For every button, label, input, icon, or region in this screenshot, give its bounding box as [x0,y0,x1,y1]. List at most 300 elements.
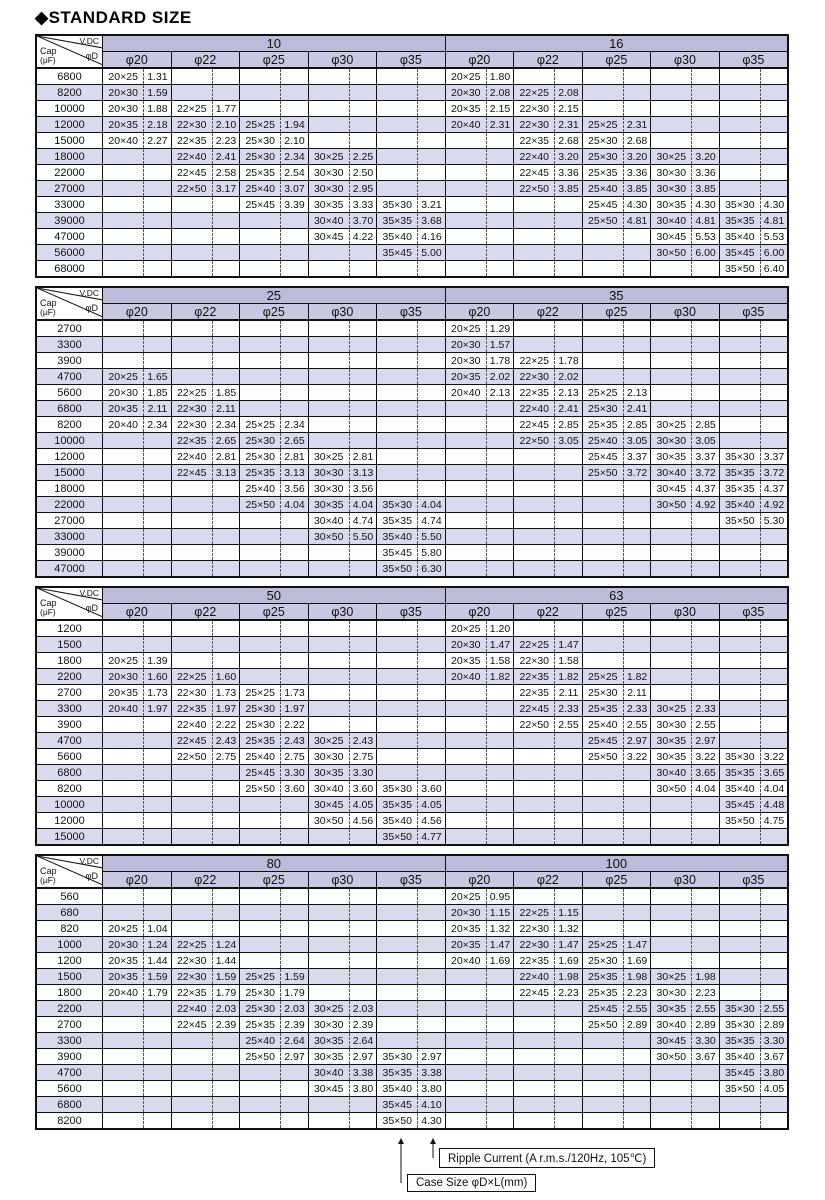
case-size-cell: 22×30 [514,117,555,133]
ripple-current-cell [418,117,445,133]
ripple-current-cell [144,481,171,497]
case-size-cell [308,985,349,1001]
ripple-current-cell [623,513,650,529]
case-size-cell: 30×40 [651,213,692,229]
case-size-cell: 22×45 [514,701,555,717]
case-size-cell [582,829,623,846]
case-size-cell [171,369,212,385]
ripple-current-cell [144,261,171,278]
case-size-cell [582,337,623,353]
ripple-current-cell [486,969,513,985]
case-size-cell [514,513,555,529]
case-size-cell [514,1113,555,1130]
case-size-cell [514,1033,555,1049]
case-size-cell [308,85,349,101]
ripple-current-cell [760,165,788,181]
case-size-cell [719,953,760,969]
case-size-cell: 22×40 [514,969,555,985]
ripple-current-cell [418,433,445,449]
ripple-current-cell [692,353,719,369]
case-size-cell: 35×40 [719,497,760,513]
case-size-cell [514,465,555,481]
ripple-current-cell: 2.75 [212,749,239,765]
case-size-cell [103,481,144,497]
diameter-header: φ30 [651,52,720,69]
diameter-axis-label: φD [85,303,99,313]
ripple-current-cell: 2.81 [281,449,308,465]
ripple-current-cell: 1.73 [212,685,239,701]
ripple-current-cell [692,797,719,813]
case-size-cell [308,717,349,733]
case-size-cell [171,637,212,653]
case-size-cell [651,620,692,637]
ripple-current-cell: 1.24 [212,937,239,953]
case-size-cell: 35×40 [377,529,418,545]
ripple-current-cell: 1.82 [486,669,513,685]
ripple-current-cell: 5.30 [760,513,788,529]
cap-unit-label: (μF) [40,307,56,317]
case-size-cell [445,149,486,165]
ripple-current-cell [418,685,445,701]
case-size-cell [171,245,212,261]
ripple-current-cell [349,829,376,846]
voltage-band-50: 50 [103,587,446,604]
case-size-cell [240,637,281,653]
ripple-current-cell [144,637,171,653]
ripple-current-cell [486,481,513,497]
case-size-cell: 25×35 [240,165,281,181]
case-size-cell: 22×25 [514,85,555,101]
ripple-current-cell: 4.04 [281,497,308,513]
case-size-cell: 25×35 [582,417,623,433]
case-size-cell: 22×25 [171,937,212,953]
case-size-cell [240,669,281,685]
ripple-current-cell [760,385,788,401]
ripple-current-cell [555,620,582,637]
case-size-cell: 35×35 [377,213,418,229]
voltage-header-row [36,287,788,304]
ripple-current-cell: 3.80 [349,1081,376,1097]
case-size-cell [719,969,760,985]
cap-cell: 2200 [36,1001,103,1017]
case-size-cell: 22×40 [514,149,555,165]
table-header [36,587,788,620]
case-size-cell: 20×30 [103,101,144,117]
case-size-cell [377,905,418,921]
ripple-current-cell [212,829,239,846]
ripple-current-cell: 3.13 [349,465,376,481]
ripple-current-cell [144,433,171,449]
case-size-cell: 25×50 [240,781,281,797]
diameter-header: φ30 [308,604,377,621]
ripple-current-cell: 4.81 [760,213,788,229]
case-size-cell [377,417,418,433]
ripple-current-cell: 2.34 [281,149,308,165]
ripple-current-cell [760,401,788,417]
case-size-cell [719,353,760,369]
ripple-current-cell: 4.05 [418,797,445,813]
corner-cell [36,287,103,320]
table-row [36,197,788,213]
case-size-cell [171,261,212,278]
ripple-current-cell [692,1081,719,1097]
ripple-current-cell: 1.58 [555,653,582,669]
case-size-cell: 30×35 [308,197,349,213]
case-size-cell [240,1097,281,1113]
cap-cell: 2200 [36,669,103,685]
case-size-cell: 30×30 [308,165,349,181]
ripple-current-cell [692,921,719,937]
case-size-cell: 35×35 [719,765,760,781]
case-size-cell: 22×45 [514,417,555,433]
ripple-current-cell [212,369,239,385]
ripple-current-cell [486,797,513,813]
case-size-cell [308,1097,349,1113]
case-size-cell [240,953,281,969]
ripple-current-cell [418,101,445,117]
diameter-header: φ25 [582,52,651,69]
ripple-current-cell: 1.69 [555,953,582,969]
table-row [36,733,788,749]
case-size-cell: 22×25 [514,637,555,653]
case-size-cell: 35×40 [719,781,760,797]
ripple-current-cell: 1.79 [212,985,239,1001]
ripple-current-cell [144,353,171,369]
cap-cell: 33000 [36,529,103,545]
ripple-current-cell: 1.85 [212,385,239,401]
cap-cell: 3300 [36,701,103,717]
ripple-current-cell: 0.95 [486,888,513,905]
ripple-current-cell: 1.47 [486,937,513,953]
table-body [36,320,788,577]
case-size-cell: 35×50 [377,1113,418,1130]
table-row [36,701,788,717]
table-row [36,1081,788,1097]
ripple-current-cell: 2.31 [486,117,513,133]
ripple-current-cell [349,1113,376,1130]
case-size-cell: 35×30 [377,781,418,797]
ripple-current-cell [486,261,513,278]
table-header [36,35,788,68]
case-size-cell [582,353,623,369]
case-size-cell [719,433,760,449]
case-size-cell [651,101,692,117]
diameter-header: φ20 [445,604,514,621]
ripple-current-cell: 3.38 [418,1065,445,1081]
case-size-cell: 35×30 [719,1001,760,1017]
case-size-cell [651,905,692,921]
ripple-current-cell: 1.94 [281,117,308,133]
ripple-current-cell: 2.18 [144,117,171,133]
case-size-cell [103,733,144,749]
case-size-cell [719,149,760,165]
case-size-cell [171,781,212,797]
case-size-cell: 25×25 [240,117,281,133]
ripple-current-cell: 1.59 [144,969,171,985]
case-size-cell: 25×45 [582,449,623,465]
case-size-cell: 35×45 [377,245,418,261]
ripple-current-cell: 2.02 [486,369,513,385]
ripple-current-cell: 2.34 [281,417,308,433]
vdc-axis-label: V.DC [79,288,100,298]
case-size-cell [103,449,144,465]
table-row [36,1065,788,1081]
ripple-current-cell [144,1081,171,1097]
case-size-cell: 20×40 [445,953,486,969]
ripple-current-cell [281,905,308,921]
case-size-cell [582,888,623,905]
case-size-cell [377,653,418,669]
ripple-current-cell: 2.55 [760,1001,788,1017]
ripple-current-cell: 6.00 [692,245,719,261]
ripple-current-cell [623,813,650,829]
ripple-current-cell [212,765,239,781]
cap-cell: 12000 [36,117,103,133]
ripple-current-cell: 2.81 [212,449,239,465]
case-size-cell: 25×50 [240,1049,281,1065]
case-size-cell: 25×45 [240,197,281,213]
case-size-cell [582,620,623,637]
case-size-cell: 25×30 [240,717,281,733]
case-size-cell: 25×30 [582,133,623,149]
cap-cell: 47000 [36,561,103,578]
ripple-current-cell: 3.65 [692,765,719,781]
ripple-current-cell: 1.88 [144,101,171,117]
standard-size-table-50-63 [35,586,789,846]
ripple-current-cell [281,401,308,417]
ripple-current-cell [760,985,788,1001]
case-size-cell [103,433,144,449]
ripple-current-cell: 4.77 [418,829,445,846]
case-size-cell [240,937,281,953]
ripple-current-cell: 3.22 [623,749,650,765]
cap-cell: 10000 [36,797,103,813]
ripple-current-cell [144,181,171,197]
ripple-current-cell [212,561,239,578]
case-size-cell: 20×35 [445,937,486,953]
ripple-current-cell [281,85,308,101]
case-size-cell [240,561,281,578]
case-size-cell: 35×45 [719,245,760,261]
case-size-cell [171,561,212,578]
case-size-cell [514,213,555,229]
cap-cell: 6800 [36,68,103,85]
case-size-cell: 22×45 [171,465,212,481]
case-size-cell [445,829,486,846]
ripple-current-cell [144,717,171,733]
ripple-current-cell: 3.13 [212,465,239,481]
ripple-current-cell [349,369,376,385]
ripple-current-cell: 3.60 [349,781,376,797]
ripple-current-cell: 3.67 [692,1049,719,1065]
case-size-cell: 22×30 [514,653,555,669]
case-size-cell [445,133,486,149]
ripple-current-cell [486,149,513,165]
cap-cell: 68000 [36,261,103,278]
ripple-current-cell [418,733,445,749]
ripple-current-cell [144,561,171,578]
cap-cell: 15000 [36,133,103,149]
case-size-cell [240,320,281,337]
case-size-cell: 22×35 [514,685,555,701]
ripple-current-cell: 1.31 [144,68,171,85]
ripple-current-cell [349,620,376,637]
ripple-current-cell: 4.30 [760,197,788,213]
case-size-cell: 30×40 [651,765,692,781]
ripple-current-cell: 2.22 [281,717,308,733]
diameter-header: φ22 [171,604,240,621]
case-size-cell [308,320,349,337]
case-size-cell: 30×35 [651,1001,692,1017]
ripple-current-cell: 1.57 [486,337,513,353]
ripple-current-cell [418,701,445,717]
case-size-cell: 35×30 [377,1049,418,1065]
case-size-cell: 30×35 [651,197,692,213]
case-size-cell [651,888,692,905]
case-size-cell [445,1033,486,1049]
ripple-current-cell: 2.03 [212,1001,239,1017]
diameter-header: φ30 [651,304,720,321]
ripple-current-cell [486,765,513,781]
case-size-cell: 20×40 [445,385,486,401]
cap-unit-label: (μF) [40,875,56,885]
ripple-current-cell [212,905,239,921]
case-size-cell [377,165,418,181]
case-size-cell: 20×25 [445,68,486,85]
ripple-current-cell [555,1001,582,1017]
ripple-current-cell: 5.50 [349,529,376,545]
case-size-cell: 25×45 [582,197,623,213]
ripple-current-cell: 2.39 [349,1017,376,1033]
case-size-cell [308,905,349,921]
case-size-cell [377,1017,418,1033]
case-size-cell: 22×40 [171,717,212,733]
ripple-current-cell [623,481,650,497]
ripple-current-cell: 3.72 [692,465,719,481]
table-row [36,213,788,229]
case-size-cell [445,245,486,261]
ripple-current-cell [486,449,513,465]
vdc-axis-label: V.DC [79,36,100,46]
ripple-current-cell: 2.34 [144,417,171,433]
ripple-current-cell [692,637,719,653]
case-size-cell: 22×30 [514,369,555,385]
ripple-current-cell: 3.80 [418,1081,445,1097]
ripple-current-cell: 1.47 [555,937,582,953]
cap-cell: 4700 [36,733,103,749]
ripple-current-cell [555,213,582,229]
ripple-current-cell [418,481,445,497]
ripple-current-cell: 2.50 [349,165,376,181]
ripple-current-cell [760,637,788,653]
ripple-current-cell: 3.30 [281,765,308,781]
table-row [36,165,788,181]
case-size-cell [651,85,692,101]
case-size-cell: 35×30 [719,449,760,465]
ripple-current-cell [281,620,308,637]
case-size-cell [103,1017,144,1033]
ripple-current-cell: 2.22 [212,717,239,733]
case-size-cell [377,149,418,165]
case-size-cell [719,401,760,417]
ripple-current-cell [760,85,788,101]
case-size-cell: 20×35 [103,401,144,417]
ripple-current-cell: 2.97 [692,733,719,749]
diameter-header-row [36,604,788,621]
ripple-current-cell [760,969,788,985]
ripple-current-cell [281,813,308,829]
case-size-cell [377,481,418,497]
ripple-current-cell [486,417,513,433]
diameter-header: φ35 [377,52,446,69]
ripple-current-cell [486,245,513,261]
cap-cell: 2700 [36,320,103,337]
cap-cell: 1000 [36,937,103,953]
case-size-cell: 25×30 [240,133,281,149]
case-size-cell: 25×50 [582,213,623,229]
ripple-current-cell [692,1113,719,1130]
case-size-cell: 30×45 [308,1081,349,1097]
cap-cell: 2700 [36,1017,103,1033]
case-size-cell [171,1049,212,1065]
case-size-cell [651,1113,692,1130]
ripple-current-cell [418,905,445,921]
case-size-cell [103,261,144,278]
ripple-current-cell: 2.85 [692,417,719,433]
case-size-cell [377,1001,418,1017]
diameter-header: φ20 [103,304,172,321]
case-size-cell [240,369,281,385]
cap-cell: 6800 [36,1097,103,1113]
ripple-current-cell: 3.85 [692,181,719,197]
ripple-current-cell [760,149,788,165]
diameter-header: φ22 [514,872,583,889]
case-size-cell [377,733,418,749]
case-size-cell [377,181,418,197]
case-size-cell [377,637,418,653]
cap-cell: 560 [36,888,103,905]
ripple-current-cell [760,1097,788,1113]
ripple-current-cell [692,337,719,353]
voltage-header-row [36,587,788,604]
ripple-current-cell [623,1065,650,1081]
table-row [36,669,788,685]
case-size-cell [103,213,144,229]
table-row [36,513,788,529]
case-size-cell [103,165,144,181]
standard-size-table-25-35 [35,286,789,578]
case-size-cell [514,813,555,829]
ripple-current-cell [349,117,376,133]
voltage-band-16: 16 [445,35,788,52]
case-size-cell: 30×45 [651,229,692,245]
case-size-cell [103,1065,144,1081]
ripple-current-cell: 4.04 [349,497,376,513]
cap-cell: 22000 [36,497,103,513]
ripple-current-cell: 2.97 [623,733,650,749]
ripple-current-cell: 2.97 [349,1049,376,1065]
case-size-cell: 35×45 [377,1097,418,1113]
ripple-current-cell [486,213,513,229]
ripple-current-cell: 1.44 [212,953,239,969]
case-size-cell [651,513,692,529]
cap-cell: 1500 [36,969,103,985]
case-size-cell [719,685,760,701]
ripple-current-cell [760,133,788,149]
ripple-current-cell [281,937,308,953]
ripple-current-cell [281,953,308,969]
cap-axis-label: Cap [40,866,57,876]
